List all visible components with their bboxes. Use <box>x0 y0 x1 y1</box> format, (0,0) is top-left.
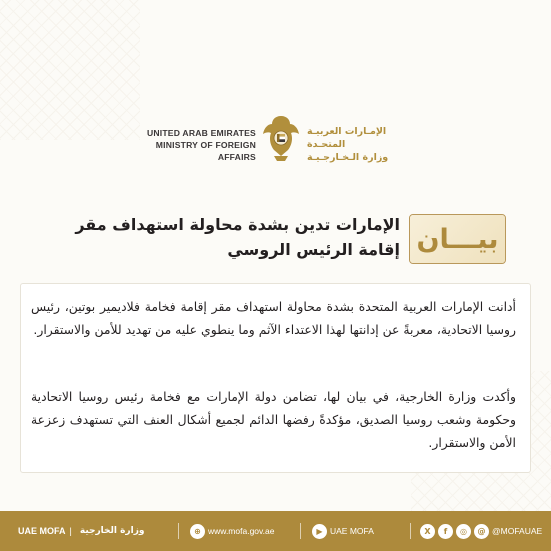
footer-bar <box>0 511 551 551</box>
ministry-name-en-line1: UNITED ARAB EMIRATES <box>146 128 256 138</box>
footer-brand-separator: | <box>69 526 72 536</box>
ministry-name-english <box>126 127 256 163</box>
footer-divider <box>300 523 301 539</box>
footer-social-links[interactable] <box>420 511 542 551</box>
footer-handle-text: @MOFAUAE <box>492 526 543 536</box>
x-twitter-icon[interactable]: X <box>420 524 435 539</box>
footer-brand-en: UAE MOFA <box>18 526 66 536</box>
facebook-icon[interactable]: f <box>438 524 453 539</box>
footer-youtube-text: UAE MOFA <box>330 526 374 536</box>
ministry-name-arabic <box>307 125 427 164</box>
statement-body-card <box>20 283 531 473</box>
ministry-name-ar-line2: وزارة الـخـارجـيـة <box>307 152 389 163</box>
statement-paragraph-2: وأكدت وزارة الخارجية، في بيان لها، تضامن دولة الإمارات مع فخامة رئيس روسيا الاتحادية وحكومة وشعب روسيا الصديق، مؤكدةً رفضها الدائم لجميع أشكال العنف التي تستهدف زعزعة الأمن والاستقرار. <box>31 389 516 450</box>
letterhead <box>0 104 551 174</box>
footer-divider <box>410 523 411 539</box>
footer-website-link[interactable] <box>190 511 274 551</box>
uae-emblem-icon <box>262 112 300 164</box>
footer-brand-ar: وزارة الخارجية <box>79 526 145 536</box>
statement-paragraph-1: أدانت الإمارات العربية المتحدة بشدة محاولة استهداف مقر إقامة فخامة فلاديمير بوتين، رئيس روسيا الاتحادية، معربةً عن إدانتها لهذا الاعتداء الآثم وما ينطوي عليه من تهديد للأمن والاستقرار. <box>31 299 516 337</box>
footer-youtube-link[interactable] <box>312 511 374 551</box>
footer-brand <box>18 511 144 551</box>
footer-divider <box>178 523 179 539</box>
ministry-name-en-line2: MINISTRY OF FOREIGN AFFAIRS <box>155 140 256 162</box>
youtube-icon: ▶ <box>312 524 327 539</box>
ministry-name-ar-line1: الإمـارات العربيـة المتحـدة <box>307 126 387 150</box>
statement-headline: الإمارات تدين بشدة محاولة استهداف مقر إقامة الرئيس الروسي <box>75 215 400 259</box>
statement-badge-label: بيـــان <box>416 224 499 255</box>
threads-icon[interactable]: @ <box>474 524 489 539</box>
footer-website-text: www.mofa.gov.ae <box>208 526 275 536</box>
globe-icon: ⊕ <box>190 524 205 539</box>
statement-badge <box>409 214 506 264</box>
instagram-icon[interactable]: ◎ <box>456 524 471 539</box>
